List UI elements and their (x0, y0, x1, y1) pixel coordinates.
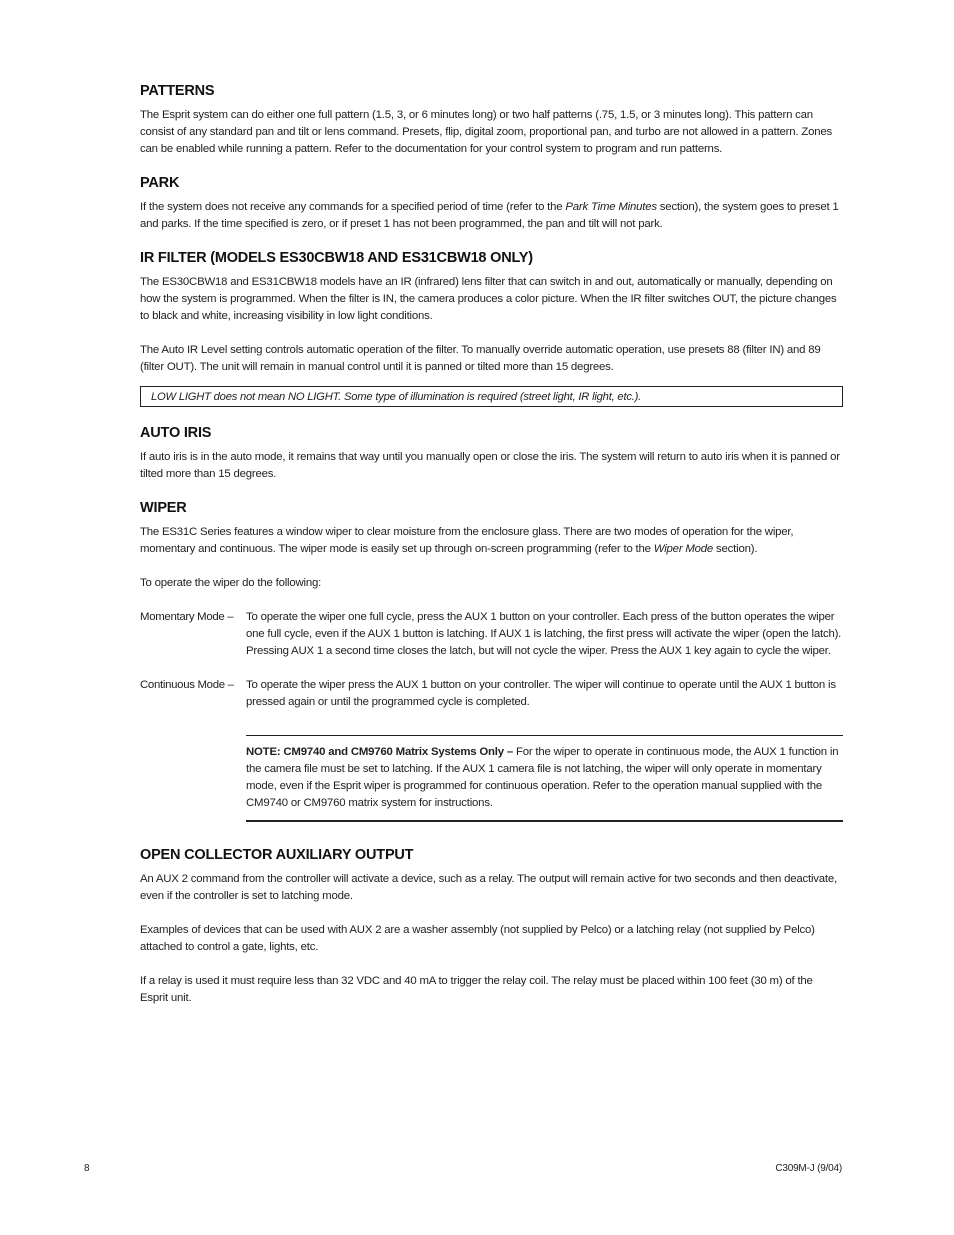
note-text: For the wiper to operate in continuous mode, the AUX 1 function in the camera file must be set to latching. If the AUX 1 camera file is not latching, the wiper will only operate in momentary mode, even if the Esprit wiper is programmed for continuous operation. Refer to the operation manual supplied with the CM9740 or CM9760 matrix system for instructions. (246, 746, 839, 809)
heading-ir-filter: IR FILTER (MODELS ES30CBW18 AND ES31CBW18 ONLY) (140, 250, 533, 266)
wiper-paragraph (140, 524, 843, 558)
heading-wiper: WIPER (140, 500, 187, 516)
momentary-mode-label: Momentary Mode – (140, 611, 234, 623)
park-paragraph (140, 199, 843, 233)
continuous-mode-label: Continuous Mode – (140, 679, 234, 691)
wiper-intro: To operate the wiper do the following: (140, 577, 322, 589)
wiper-text-post: section). (713, 543, 758, 555)
park-text-post: section), the system goes to preset 1 and parks. If the time specified is zero, or if preset 1 has not been programmed, the pan and tilt will not park. (140, 201, 839, 230)
wiper-mode-ref: Wiper Mode (653, 543, 714, 555)
momentary-mode-text: To operate the wiper one full cycle, press the AUX 1 button on your controller. Each press of the button operates the wiper one full cycle, even if the AUX 1 button is latching. If AUX 1 is latching, the first press will activate the wiper (open the latch). Pressing AUX 1 a second time closes the latch, but will not cycle the wiper. Press the AUX 1 key again to cycle the wiper. (246, 611, 842, 657)
park-time-minutes-ref: Park Time Minutes (565, 201, 657, 213)
heading-patterns: PATTERNS (140, 83, 215, 99)
page-content (140, 82, 843, 1007)
momentary-mode-step (140, 609, 843, 660)
note-paragraph (246, 744, 843, 812)
aux-output-paragraph-3: If a relay is used it must require less than 32 VDC and 40 mA to trigger the relay coil. The relay must be placed within 100 feet (30 m) of the Esprit unit. (140, 975, 813, 1004)
low-light-callout: LOW LIGHT does not mean NO LIGHT. Some type of illumination is required (street light, IR light, etc.). (140, 386, 843, 407)
ir-filter-paragraph-2: The Auto IR Level setting controls automatic operation of the filter. To manually override automatic operation, use presets 88 (filter IN) and 89 (filter OUT). The unit will remain in manual control until it is panned or tilted more than 15 degrees. (140, 344, 821, 373)
page-number: 8 (84, 1163, 90, 1174)
heading-park: PARK (140, 175, 180, 191)
heading-auto-iris: AUTO IRIS (140, 425, 212, 441)
aux-output-paragraph-2: Examples of devices that can be used with AUX 2 are a washer assembly (not supplied by Pelco) or a latching relay (not supplied by Pelco) attached to control a gate, lights, etc. (140, 924, 815, 953)
wiper-text-pre: The ES31C Series features a window wiper to clear moisture from the enclosure glass. There are two modes of operation for the wiper, momentary and continuous. The wiper mode is easily set up through on-screen programming (refer to the (140, 526, 794, 555)
document-code: C309M-J (9/04) (775, 1163, 842, 1174)
matrix-systems-note (246, 735, 843, 822)
continuous-mode-text: To operate the wiper press the AUX 1 button on your controller. The wiper will continue to operate until the AUX 1 button is pressed again or until the programmed cycle is completed. (246, 679, 836, 708)
patterns-paragraph: The Esprit system can do either one full pattern (1.5, 3, or 6 minutes long) or two half patterns (.75, 1.5, or 3 minutes long). This pattern can consist of any standard pan and tilt or lens command. Presets, flip, digital zoom, proportional pan, and turbo are not allowed in a pattern. Zones can be enabled while running a pattern. Refer to the documentation for your control system to program and run patterns. (140, 109, 832, 155)
note-label: NOTE: CM9740 and CM9760 Matrix Systems Only – (246, 746, 514, 758)
park-text-pre: If the system does not receive any commands for a specified period of time (refer to the (140, 201, 566, 213)
ir-filter-paragraph-1: The ES30CBW18 and ES31CBW18 models have an IR (infrared) lens filter that can switch in and out, automatically or manually, depending on how the system is programmed. When the filter is IN, the camera produces a color picture. When the IR filter switches OUT, the picture changes to black and white, increasing visibility in low light conditions. (140, 276, 837, 322)
auto-iris-paragraph: If auto iris is in the auto mode, it remains that way until you manually open or close the iris. The system will return to auto iris when it is panned or tilted more than 15 degrees. (140, 451, 840, 480)
continuous-mode-step (140, 677, 843, 711)
aux-output-paragraph-1: An AUX 2 command from the controller will activate a device, such as a relay. The output will remain active for two seconds and then deactivate, even if the controller is set to latching mode. (140, 873, 837, 902)
heading-aux-output: OPEN COLLECTOR AUXILIARY OUTPUT (140, 847, 414, 863)
